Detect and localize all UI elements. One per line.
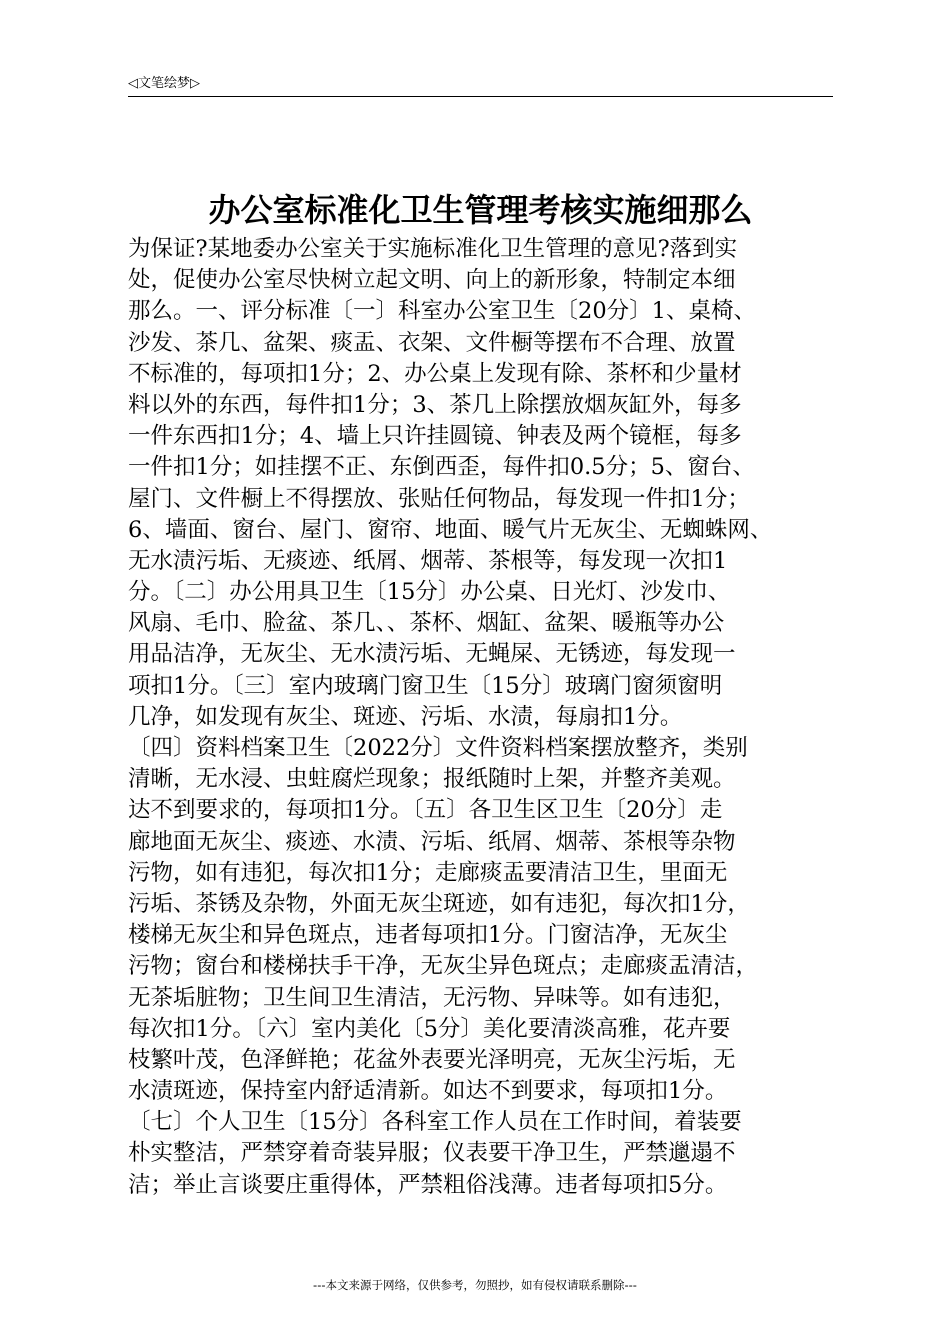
body-line: 料以外的东西，每件扣1分；3、茶几上除摆放烟灰缸外，每多 — [128, 391, 742, 418]
body-line: 枝繁叶茂，色泽鲜艳；花盆外表要光泽明亮，无灰尘污垢，无 — [128, 1046, 736, 1073]
body-line: 用品洁净，无灰尘、无水渍污垢、无蝇屎、无锈迹，每发现一 — [128, 641, 736, 668]
body-line: 项扣1分。〔三〕室内玻璃门窗卫生〔15分〕玻璃门窗须窗明 — [128, 672, 723, 699]
body-line: 清晰，无水浸、虫蛀腐烂现象；报纸随时上架，并整齐美观。 — [128, 766, 736, 793]
page-footer: ---本文来源于网络，仅供参考，勿照抄，如有侵权请联系删除--- — [313, 1278, 637, 1292]
page-header: ◁文笔绘梦▷ — [128, 76, 200, 91]
body-line: 洁；举止言谈要庄重得体，严禁粗俗浅薄。违者每项扣5分。 — [128, 1171, 728, 1198]
body-line: 廊地面无灰尘、痰迹、水渍、污垢、纸屑、烟蒂、茶根等杂物 — [128, 828, 736, 855]
body-line: 水渍斑迹，保持室内舒适清新。如达不到要求，每项扣1分。 — [128, 1078, 728, 1105]
body-line: 楼梯无灰尘和异色斑点，违者每项扣1分。门窗洁净，无灰尘 — [128, 922, 728, 949]
body-line: 6、墙面、窗台、屋门、窗帘、地面、暖气片无灰尘、无蜘蛛网、 — [128, 516, 773, 543]
body-line: 风扇、毛巾、脸盆、茶几、、茶杯、烟缸、盆架、暖瓶等办公 — [128, 610, 725, 637]
body-line: 为保证?某地委办公室关于实施标准化卫生管理的意见?落到实 — [128, 236, 738, 262]
body-line: 屋门、文件橱上不得摆放、张贴任何物品，每发现一件扣1分； — [128, 485, 750, 512]
body-line: 沙发、茶几、盆架、痰盂、衣架、文件橱等摆布不合理、放置 — [128, 329, 736, 356]
body-line: 无水渍污垢、无痰迹、纸屑、烟蒂、茶根等，每发现一次扣1 — [128, 547, 728, 574]
document-body — [128, 234, 848, 1201]
body-line: 〔四〕资料档案卫生〔2022分〕文件资料档案摆放整齐，类别 — [128, 735, 748, 761]
body-line: 朴实整洁，严禁穿着奇装异服；仪表要干净卫生，严禁邋遢不 — [128, 1140, 736, 1167]
body-line: 那么。一、评分标准〔一〕科室办公室卫生〔20分〕1、桌椅、 — [128, 298, 756, 325]
body-line: 每次扣1分。〔六〕室内美化〔5分〕美化要清淡高雅，花卉要 — [128, 1015, 731, 1042]
body-line: 几净，如发现有灰尘、斑迹、污垢、水渍，每扇扣1分。 — [128, 703, 683, 730]
body-line: 处，促使办公室尽快树立起文明、向上的新形象，特制定本细 — [128, 267, 736, 294]
header-rule — [128, 96, 833, 97]
body-line: 〔七〕个人卫生〔15分〕各科室工作人员在工作时间，着装要 — [128, 1109, 742, 1136]
body-line: 一件扣1分；如挂摆不正、东倒西歪，每件扣0.5分；5、窗台、 — [128, 454, 755, 481]
body-line: 一件东西扣1分；4、墙上只许挂圆镜、钟表及两个镜框，每多 — [128, 423, 742, 450]
body-line: 污物；窗台和楼梯扶手干净，无灰尘异色斑点；走廊痰盂清洁， — [128, 953, 759, 980]
body-line: 污物，如有违犯，每次扣1分；走廊痰盂要清洁卫生，里面无 — [128, 859, 728, 886]
document-title: 办公室标准化卫生管理考核实施细那么 — [208, 191, 753, 229]
body-line: 不标准的，每项扣1分；2、办公桌上发现有除、茶杯和少量材 — [128, 360, 742, 387]
body-line: 污垢、茶锈及杂物，外面无灰尘斑迹，如有违犯，每次扣1分， — [128, 890, 750, 917]
body-line: 无茶垢脏物；卫生间卫生清洁，无污物、异味等。如有违犯， — [128, 984, 736, 1011]
body-line: 达不到要求的，每项扣1分。〔五〕各卫生区卫生〔20分〕走 — [128, 797, 723, 824]
body-line: 分。〔二〕办公用具卫生〔15分〕办公桌、日光灯、沙发巾、 — [128, 579, 731, 606]
